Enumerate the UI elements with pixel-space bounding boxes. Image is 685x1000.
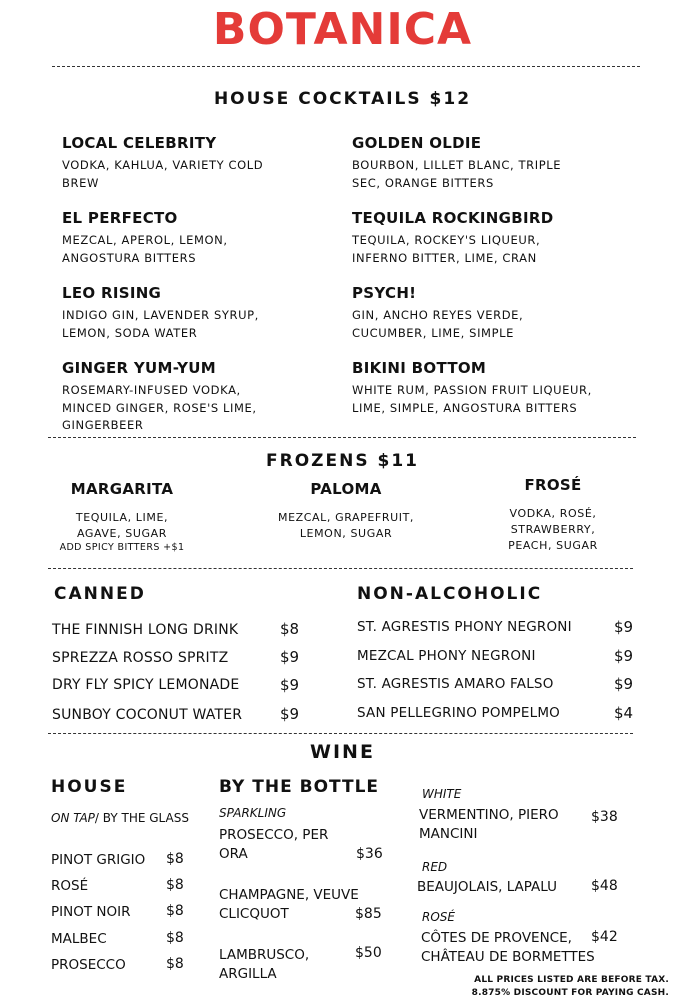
on-tap-label: ON TAP bbox=[51, 811, 95, 825]
house-wine-subtitle bbox=[51, 811, 189, 825]
cash-discount-note: 8.875% DISCOUNT FOR PAYING CASH. bbox=[471, 988, 669, 998]
cocktail-ingredients: GIN, ANCHO REYES VERDE, CUCUMBER, LIME, SIMPLE bbox=[352, 308, 524, 340]
tax-note: ALL PRICES LISTED ARE BEFORE TAX. bbox=[474, 975, 669, 985]
frozen-extra: ADD SPICY BITTERS +$1 bbox=[59, 542, 185, 553]
frozen-name: FROSÉ bbox=[524, 476, 582, 494]
wine-name: PINOT GRIGIO bbox=[51, 852, 146, 868]
rose-label: ROSÉ bbox=[422, 910, 455, 924]
canned-price: $8 bbox=[280, 620, 300, 638]
white-label: WHITE bbox=[422, 787, 462, 801]
divider bbox=[48, 437, 636, 438]
na-name: SAN PELLEGRINO POMPELMO bbox=[357, 705, 561, 721]
wine-price: $38 bbox=[591, 809, 618, 825]
canned-name: THE FINNISH LONG DRINK bbox=[52, 622, 239, 638]
cocktail-name: LEO RISING bbox=[62, 284, 162, 302]
divider bbox=[48, 733, 633, 734]
wine-name: CÔTES DE PROVENCE, CHÂTEAU DE BORMETTES bbox=[421, 930, 595, 965]
wine-price: $48 bbox=[591, 878, 618, 894]
frozens-title: FROZENS $11 bbox=[266, 451, 419, 471]
na-price: $9 bbox=[614, 647, 634, 665]
frozen-name: PALOMA bbox=[310, 480, 382, 498]
cocktail-name: EL PERFECTO bbox=[62, 209, 178, 227]
wine-name: MALBEC bbox=[51, 931, 107, 947]
canned-name: SPREZZA ROSSO SPRITZ bbox=[52, 650, 229, 666]
by-the-glass-label: / BY THE GLASS bbox=[94, 811, 189, 825]
canned-name: DRY FLY SPICY LEMONADE bbox=[52, 677, 240, 693]
na-price: $4 bbox=[614, 704, 634, 722]
house-wine-title: HOUSE bbox=[51, 777, 128, 797]
cocktail-name: GINGER YUM-YUM bbox=[62, 359, 216, 377]
wine-name: PROSECCO bbox=[51, 957, 126, 973]
cocktail-ingredients: INDIGO GIN, LAVENDER SYRUP, LEMON, SODA WATER bbox=[62, 308, 259, 340]
na-name: MEZCAL PHONY NEGRONI bbox=[357, 648, 536, 664]
canned-title: CANNED bbox=[54, 584, 146, 604]
frozen-ingredients: VODKA, ROSÉ, STRAWBERRY, PEACH, SUGAR bbox=[508, 507, 598, 552]
cocktail-name: GOLDEN OLDIE bbox=[352, 134, 482, 152]
wine-price: $42 bbox=[591, 929, 618, 945]
canned-name: SUNBOY COCONUT WATER bbox=[52, 707, 243, 723]
na-name: ST. AGRESTIS PHONY NEGRONI bbox=[357, 619, 572, 635]
canned-price: $9 bbox=[280, 648, 300, 666]
wine-title: WINE bbox=[310, 741, 375, 763]
sparkling-label: SPARKLING bbox=[219, 806, 287, 820]
house-cocktails-title: HOUSE COCKTAILS $12 bbox=[213, 89, 472, 109]
wine-name: VERMENTINO, PIERO MANCINI bbox=[419, 807, 559, 842]
frozen-ingredients: TEQUILA, LIME, AGAVE, SUGAR bbox=[75, 511, 169, 540]
wine-price: $85 bbox=[355, 906, 382, 922]
cocktail-name: PSYCH! bbox=[352, 284, 417, 302]
cocktail-ingredients: VODKA, KAHLUA, VARIETY COLD BREW bbox=[62, 158, 264, 190]
non-alcoholic-title: NON-ALCOHOLIC bbox=[357, 584, 543, 604]
cocktail-ingredients: TEQUILA, ROCKEY'S LIQUEUR, INFERNO BITTER, LIME, CRAN bbox=[352, 233, 541, 265]
frozen-name: MARGARITA bbox=[70, 480, 174, 498]
red-label: RED bbox=[422, 860, 448, 874]
wine-price: $8 bbox=[166, 851, 184, 867]
na-price: $9 bbox=[614, 618, 634, 636]
wine-name: CHAMPAGNE, VEUVE CLICQUOT bbox=[219, 887, 359, 922]
cocktail-ingredients: MEZCAL, APEROL, LEMON, ANGOSTURA BITTERS bbox=[62, 233, 228, 265]
wine-price: $8 bbox=[166, 956, 184, 972]
wine-name: LAMBRUSCO, ARGILLA bbox=[219, 947, 310, 982]
brand-logo: BOTANICA bbox=[212, 4, 473, 55]
cocktail-name: BIKINI BOTTOM bbox=[352, 359, 487, 377]
wine-name: PINOT NOIR bbox=[51, 904, 131, 920]
bottle-wine-title: BY THE BOTTLE bbox=[219, 777, 380, 797]
divider bbox=[52, 66, 640, 67]
cocktail-ingredients: ROSEMARY-INFUSED VODKA, MINCED GINGER, ROSE'S LIME, GINGERBEER bbox=[62, 383, 257, 432]
canned-price: $9 bbox=[280, 705, 300, 723]
canned-price: $9 bbox=[280, 676, 300, 694]
wine-price: $8 bbox=[166, 877, 184, 893]
na-price: $9 bbox=[614, 675, 634, 693]
wine-price: $8 bbox=[166, 930, 184, 946]
wine-price: $50 bbox=[355, 945, 382, 961]
frozen-ingredients: MEZCAL, GRAPEFRUIT, LEMON, SUGAR bbox=[277, 511, 414, 540]
na-name: ST. AGRESTIS AMARO FALSO bbox=[357, 676, 554, 692]
cocktail-ingredients: WHITE RUM, PASSION FRUIT LIQUEUR, LIME, SIMPLE, ANGOSTURA BITTERS bbox=[352, 383, 592, 415]
wine-price: $8 bbox=[166, 903, 184, 919]
wine-name: ROSÉ bbox=[51, 878, 89, 894]
wine-name: BEAUJOLAIS, LAPALU bbox=[417, 879, 558, 895]
wine-price: $36 bbox=[356, 846, 383, 862]
cocktail-ingredients: BOURBON, LILLET BLANC, TRIPLE SEC, ORANGE BITTERS bbox=[352, 158, 562, 190]
cocktail-name: LOCAL CELEBRITY bbox=[62, 134, 217, 152]
divider bbox=[48, 568, 633, 569]
cocktail-name: TEQUILA ROCKINGBIRD bbox=[352, 209, 554, 227]
wine-name: PROSECCO, PER ORA bbox=[219, 827, 329, 862]
